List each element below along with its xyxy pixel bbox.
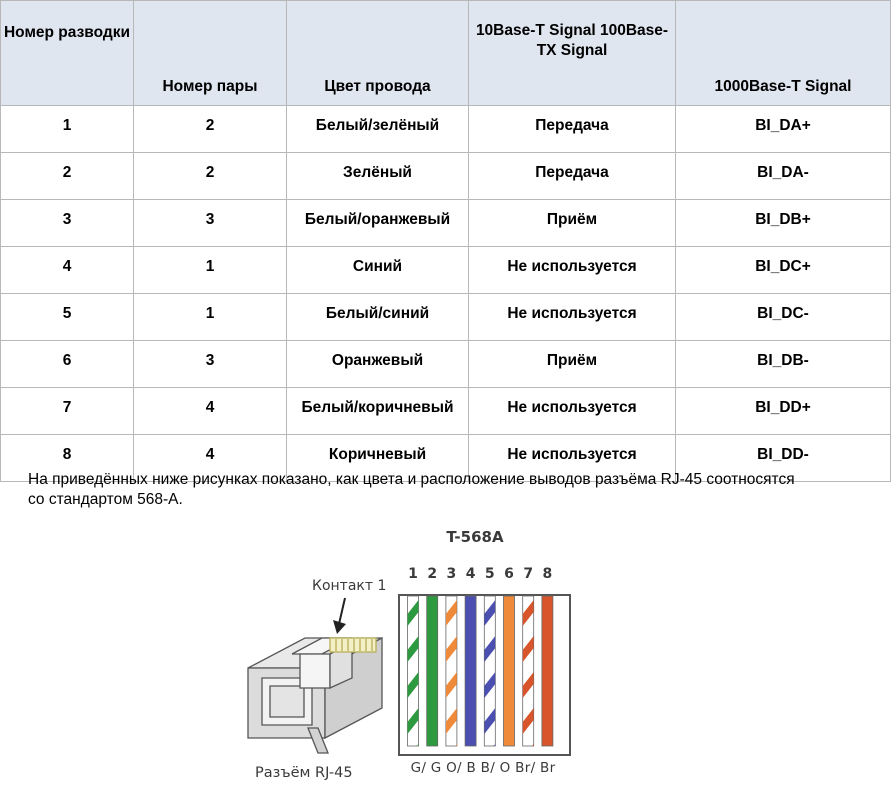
contact-arrow (333, 598, 346, 634)
table-row (1, 200, 891, 247)
pair-number-cell: 4 (134, 435, 287, 482)
pin-number-cell: 1 (1, 106, 134, 153)
wire-1 (408, 596, 419, 770)
signal-1000-cell: BI_DA- (676, 153, 891, 200)
signal-1000-cell: BI_DA+ (676, 106, 891, 153)
pin-number-cell: 6 (1, 341, 134, 388)
wire-4 (465, 596, 476, 746)
pair-number-cell: 1 (134, 247, 287, 294)
table-row (1, 388, 891, 435)
contact-1-label: Контакт 1 (312, 578, 387, 594)
header-pair-number: Номер пары (134, 1, 287, 106)
wire-6 (504, 596, 515, 746)
wire-2 (427, 596, 438, 746)
pin-number-label: 2 (427, 566, 438, 582)
pin-number-label: 5 (484, 566, 495, 582)
wire-3 (446, 596, 457, 770)
table-header-row (1, 1, 891, 106)
wire-7 (523, 596, 534, 770)
connector-label: Разъём RJ-45 (255, 765, 353, 781)
pin-numbers (408, 566, 552, 582)
pair-number-cell: 2 (134, 106, 287, 153)
signal-1000-cell: BI_DB+ (676, 200, 891, 247)
pair-number-cell: 3 (134, 341, 287, 388)
pair-number-cell: 3 (134, 200, 287, 247)
signal-1000-cell: BI_DC- (676, 294, 891, 341)
pin-number-label: 1 (408, 566, 418, 582)
signal-10-100-cell: Не используется (469, 294, 676, 341)
signal-10-100-cell: Не используется (469, 435, 676, 482)
header-10-100-signal: 10Base-T Signal 100Base-TX Signal (469, 1, 676, 106)
pair-number-cell: 4 (134, 388, 287, 435)
header-1000-signal: 1000Base-T Signal (676, 1, 891, 106)
signal-10-100-cell: Приём (469, 341, 676, 388)
signal-10-100-cell: Передача (469, 106, 676, 153)
pin-number-cell: 3 (1, 200, 134, 247)
pin-number-cell: 2 (1, 153, 134, 200)
header-wire-color: Цвет провода (287, 1, 469, 106)
pin-number-label: 8 (542, 566, 553, 582)
wire-color-cell: Коричневый (287, 435, 469, 482)
signal-10-100-cell: Не используется (469, 388, 676, 435)
pin-number-label: 6 (504, 566, 514, 582)
signal-1000-cell: BI_DB- (676, 341, 891, 388)
signal-1000-cell: BI_DD+ (676, 388, 891, 435)
description-paragraph: На приведённых ниже рисунках показано, как цвета и расположение выводов разъёма RJ-45 соотносятся со стандартом 568-A. (28, 471, 795, 508)
table-row (1, 153, 891, 200)
pin-number-cell: 4 (1, 247, 134, 294)
table-row (1, 294, 891, 341)
rj45-diagram (0, 510, 816, 797)
header-wiring-number: Номер разводки (1, 1, 134, 106)
signal-10-100-cell: Передача (469, 153, 676, 200)
pin-number-cell: 8 (1, 435, 134, 482)
wire-5 (484, 596, 495, 770)
wire-codes-label: G/ G O/ B B/ O Br/ Br (410, 760, 556, 776)
wire-color-cell: Белый/зелёный (287, 106, 469, 153)
pin-number-cell: 7 (1, 388, 134, 435)
pin-number-label: 4 (465, 566, 476, 582)
standard-title: T-568A (446, 528, 504, 546)
table-row (1, 341, 891, 388)
pin-number-label: 3 (446, 566, 457, 582)
wires (408, 596, 553, 770)
wire-color-cell: Синий (287, 247, 469, 294)
wire-color-cell: Белый/синий (287, 294, 469, 341)
table-row (1, 247, 891, 294)
wire-8 (542, 596, 553, 746)
pair-number-cell: 2 (134, 153, 287, 200)
pin-number-cell: 5 (1, 294, 134, 341)
pin-number-label: 7 (523, 566, 534, 582)
rj45-connector-drawing (248, 638, 382, 753)
pair-number-cell: 1 (134, 294, 287, 341)
wire-color-cell: Зелёный (287, 153, 469, 200)
signal-10-100-cell: Не используется (469, 247, 676, 294)
wire-color-cell: Оранжевый (287, 341, 469, 388)
signal-1000-cell: BI_DD- (676, 435, 891, 482)
wire-color-cell: Белый/оранжевый (287, 200, 469, 247)
wire-color-cell: Белый/коричневый (287, 388, 469, 435)
table-row (1, 106, 891, 153)
signal-10-100-cell: Приём (469, 200, 676, 247)
signal-1000-cell: BI_DC+ (676, 247, 891, 294)
